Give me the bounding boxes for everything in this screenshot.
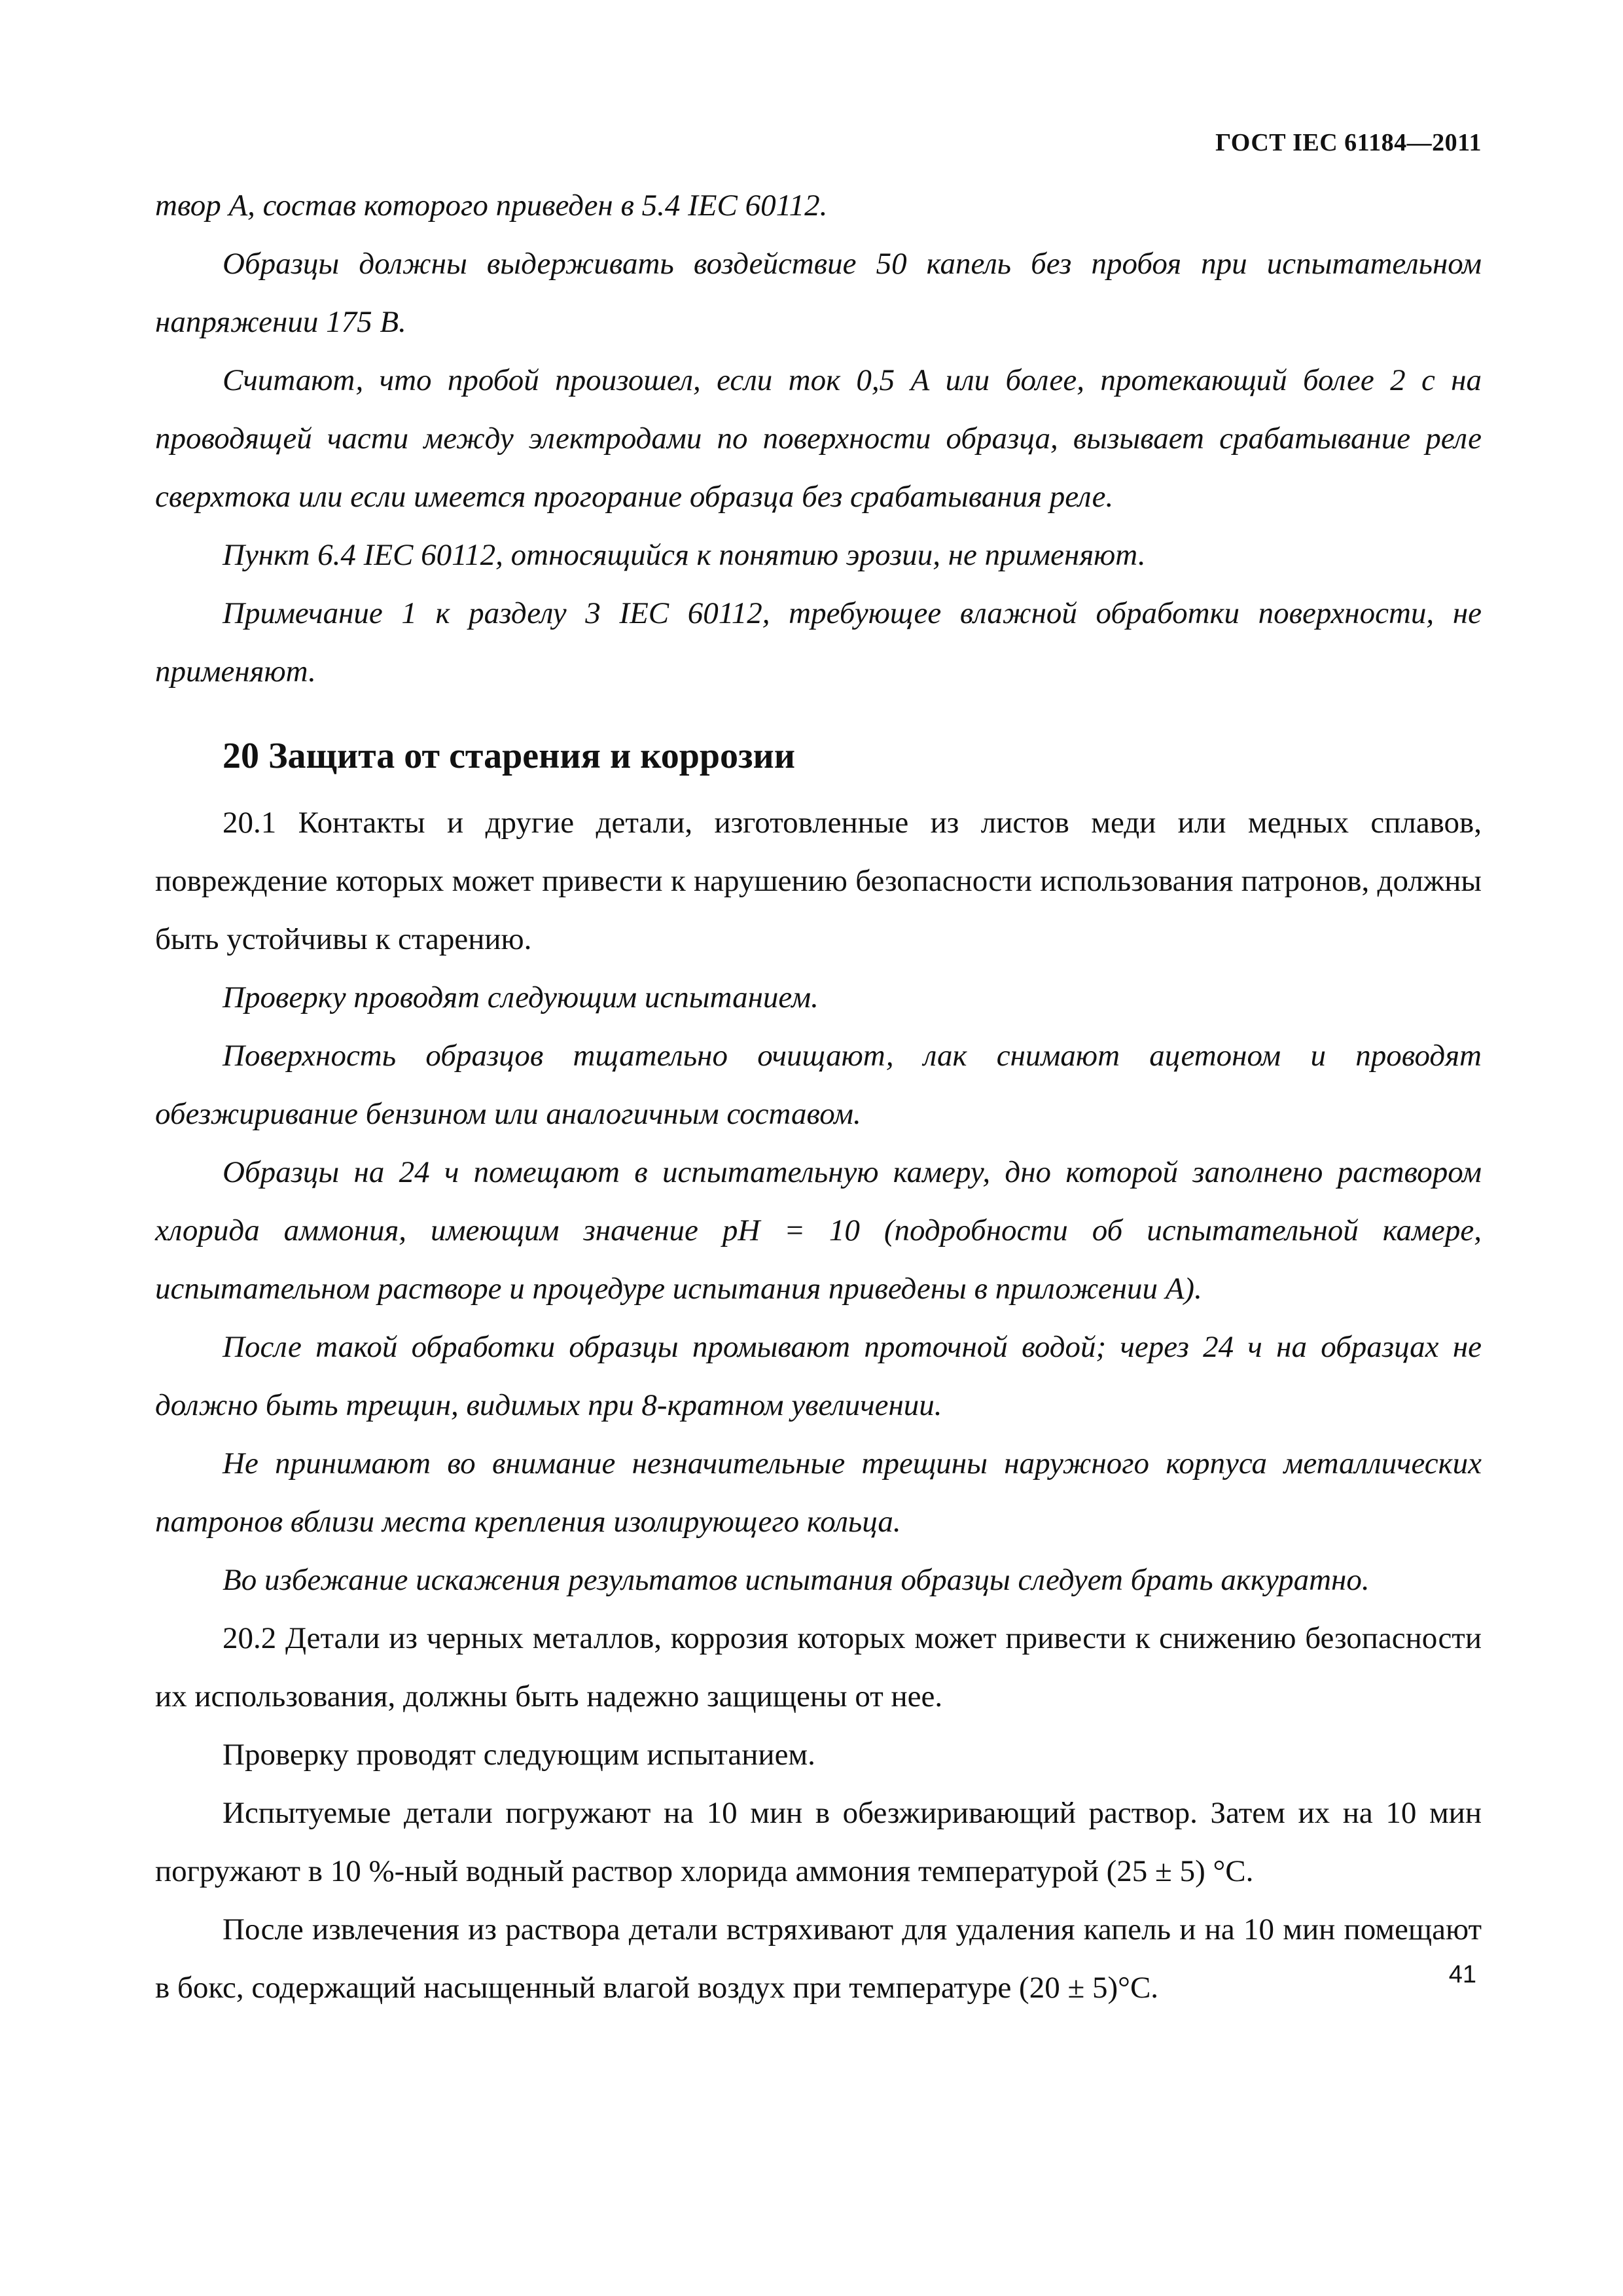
paragraph: Пункт 6.4 IEC 60112, относящийся к понятию эрозии, не применяют. xyxy=(223,538,1146,572)
paragraph: Во избежание искажения результатов испытания образцы следует брать аккуратно. xyxy=(223,1563,1370,1597)
clause-paragraph: 20.2 Детали из черных металлов, коррозия которых может привести к снижению безопасности их использования, должны быть надежно защищены от нее. xyxy=(155,1621,1482,1713)
paragraph: Испытуемые детали погружают на 10 мин в обезжиривающий раствор. Затем их на 10 мин погружают в 10 %-ный водный раствор хлорида аммония температурой (25 ± 5) °С. xyxy=(155,1796,1482,1888)
paragraph: Считают, что пробой произошел, если ток 0,5 А или более, протекающий более 2 с на проводящей части между электродами по поверхности образца, вызывает срабатывание реле сверхтока или если имеется прогорание образца без срабатывания реле. xyxy=(155,363,1482,514)
paragraph: Образцы на 24 ч помещают в испытательную камеру, дно которой заполнено раствором хлорида аммония, имеющим значение pH = 10 (подробности об испытательной камере, испытательном растворе и процедуре испытания приведены в приложении А). xyxy=(155,1155,1482,1306)
page-number: 41 xyxy=(1448,1961,1476,1988)
paragraph: Образцы должны выдерживать воздействие 50 капель без пробоя при испытательном напряжении 175 В. xyxy=(155,247,1482,339)
paragraph: твор А, состав которого приведен в 5.4 IEC 60112. xyxy=(155,188,828,223)
document-header: ГОСТ IEC 61184—2011 xyxy=(1215,129,1482,156)
paragraph: Проверку проводят следующим испытанием. xyxy=(223,1738,815,1772)
page-body xyxy=(155,177,1482,2017)
section-heading: 20 Защита от старения и коррозии xyxy=(223,736,796,776)
paragraph: Поверхность образцов тщательно очищают, лак снимают ацетоном и проводят обезжиривание бензином или аналогичным составом. xyxy=(155,1039,1482,1131)
paragraph: Не принимают во внимание незначительные трещины наружного корпуса металлических патронов вблизи места крепления изолирующего кольца. xyxy=(155,1446,1482,1539)
paragraph: После такой обработки образцы промывают проточной водой; через 24 ч на образцах не должно быть трещин, видимых при 8-кратном увеличении. xyxy=(155,1330,1482,1422)
paragraph: Примечание 1 к разделу 3 IEC 60112, требующее влажной обработки поверхности, не применяют. xyxy=(155,596,1482,689)
paragraph: После извлечения из раствора детали встряхивают для удаления капель и на 10 мин помещают в бокс, содержащий насыщенный влагой воздух при температуре (20 ± 5)°С. xyxy=(155,1912,1482,2005)
clause-paragraph: 20.1 Контакты и другие детали, изготовленные из листов меди или медных сплавов, повреждение которых может привести к нарушению безопасности использования патронов, должны быть устойчивы к старению. xyxy=(155,806,1482,956)
paragraph: Проверку проводят следующим испытанием. xyxy=(223,980,819,1014)
